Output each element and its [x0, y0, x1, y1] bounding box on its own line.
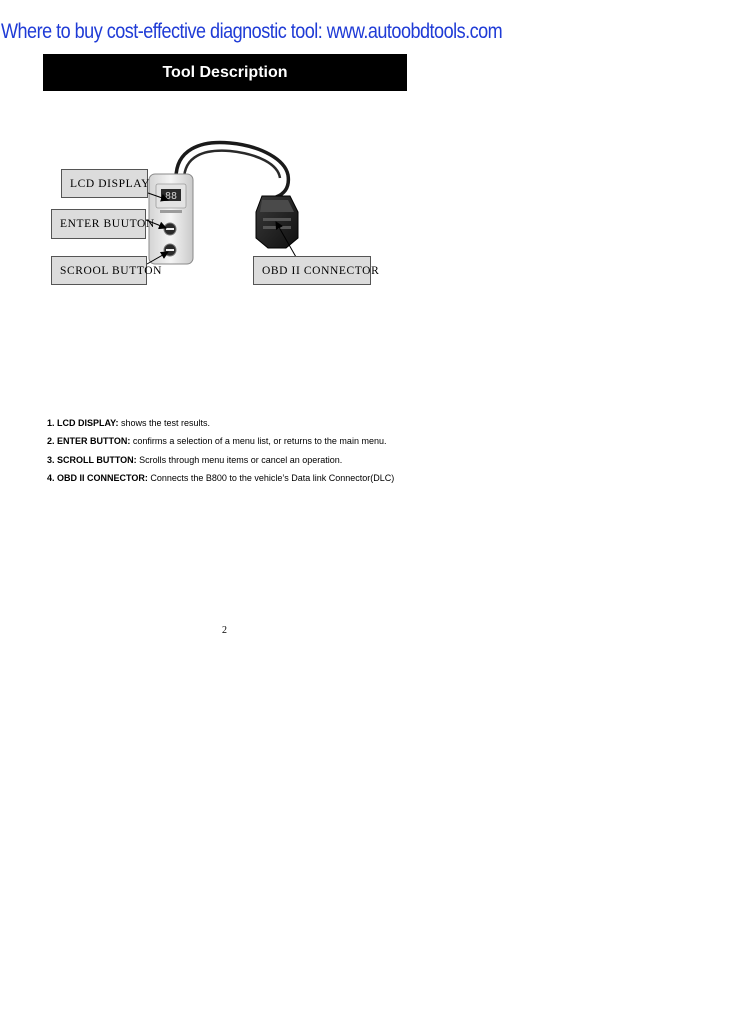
callout-enter-button — [51, 209, 155, 239]
source-banner[interactable]: Where to buy cost-effective diagnostic tool: www.autoobdtools.com — [1, 20, 503, 43]
description-list — [47, 414, 394, 487]
device-display-digits: 88 — [164, 191, 178, 202]
list-item — [47, 469, 394, 487]
callout-obd-connector — [253, 256, 380, 285]
list-item — [47, 451, 394, 469]
desc-term: 3. SCROLL BUTTON: — [47, 454, 137, 465]
section-title: Tool Description — [162, 63, 288, 81]
page-number: 2 — [222, 625, 227, 636]
desc-text: confirms a selection of a menu list, or returns to the main menu. — [130, 436, 387, 447]
callout-scroll-label: SCROOL BUTTON — [60, 264, 163, 277]
callout-obd-label: OBD II CONNECTOR — [262, 264, 380, 277]
obd-connector — [256, 196, 298, 248]
list-item — [47, 414, 394, 432]
desc-term: 1. LCD DISPLAY: — [47, 418, 119, 428]
callout-scroll-button — [51, 256, 163, 285]
scanner-device — [149, 174, 193, 264]
callout-enter-label: ENTER BUUTON — [60, 218, 155, 230]
desc-term: 2. ENTER BUTTON: — [47, 436, 131, 447]
desc-text: Scrolls through menu items or cancel an operation. — [136, 454, 343, 465]
desc-text: shows the test results. — [118, 418, 211, 428]
desc-text: Connects the B800 to the vehicle’s Data link Connector(DLC) — [147, 472, 395, 483]
list-item — [47, 432, 394, 450]
callout-lcd-display — [61, 169, 148, 198]
desc-term: 4. OBD II CONNECTOR: — [47, 472, 148, 483]
callout-lcd-label: LCD DISPLAY — [70, 177, 150, 190]
